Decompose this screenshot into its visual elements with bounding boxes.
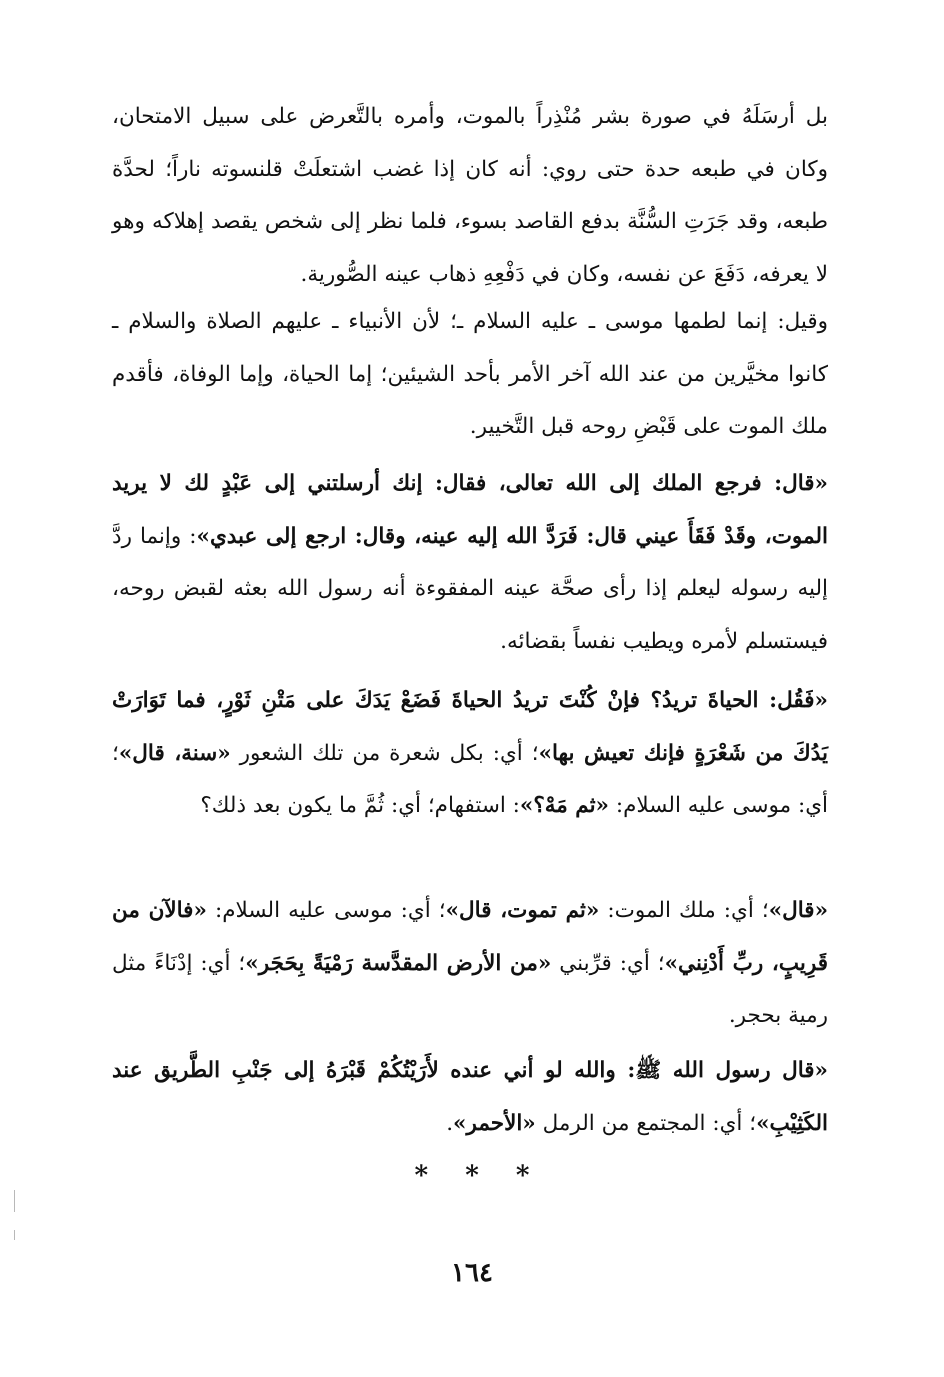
paragraph-text [112, 458, 828, 668]
commentary-text: ؛ أي: المجتمع من الرمل [535, 1110, 757, 1136]
hadith-quote: «الأحمر» [453, 1110, 536, 1136]
paragraph-1 [112, 91, 828, 301]
paragraph-6 [112, 1045, 828, 1150]
hadith-quote: «قال: فرجع الملك إلى الله تعالى، فقال: إنك أرسلتني إلى عَبْدٍ لك لا يريد الموت، وقَدْ فَقَأَ عيني قال: فَرَدَّ الله إليه عينه، وقال: ارجع إلى عبدي» [112, 471, 828, 549]
paragraph-text: وقيل: إنما لطمها موسى ـ عليه السلام ـ؛ لأن الأنبياء ـ عليهم الصلاة والسلام ـ كانوا مخيَّرين من عند الله آخر الأمر بأحد الشيئين؛ إما الحياة، وإما الوفاة، فأقدم ملك الموت على قَبْضِ روحه قبل التَّخيير. [112, 309, 828, 439]
page-number: ١٦٤ [451, 1258, 493, 1288]
paragraph-text [112, 885, 828, 1043]
scan-edge-mark [14, 1230, 15, 1240]
hadith-quote: «قال رسول الله ﷺ: والله لو أني عنده لأَرَيْتُكُمْ قَبْرَهُ إلى جَنْبِ الطَّريق عند الكَثِيْبِ» [112, 1058, 828, 1136]
hadith-quote: «ثم تموت، قال» [445, 898, 600, 923]
commentary-text: ؛ أي: قرِّبني [551, 950, 665, 976]
paragraph-3 [112, 458, 828, 668]
commentary-text: ؛ أي: بكل شعرة من تلك الشعور [230, 740, 539, 766]
commentary-text: . [446, 1110, 454, 1136]
paragraph-text [112, 1045, 828, 1150]
paragraph-text: بل أرسَلَهُ في صورة بشر مُنْذِراً بالموت، وأمره بالتَّعرض على سبيل الامتحان، وكان في طبعه حدة حتى روي: أنه كان إذا غضب اشتعلَتْ قلنسوته ناراً؛ لحدَّة طبعه، وقد جَرَتِ السُّنَّة بدفع القاصد بسوء، فلما نظر إلى شخص يقصد إهلاكه وهو لا يعرفه، دَفَعَ عن نفسه، وكان في دَفْعِهِ ذهاب عينه الصُّورية. [112, 104, 828, 287]
hadith-quote: «سنة، قال» [118, 740, 231, 766]
hadith-quote: «ثم مَهْ؟» [519, 793, 609, 818]
commentary-text: ؛ أي: ملك الموت: [599, 898, 769, 923]
commentary-text: : وإنما ردَّ إليه رسوله ليعلم إذا رأى صحَّة عينه المفقوءة أنه رسول الله بعثه لقبض روحه، فيستسلم لأمره ويطيب نفساً بقضائه. [112, 523, 828, 654]
paragraph-text [112, 675, 828, 833]
hadith-quote: «فَقُل: الحياةَ تريدُ؟ فإنْ كُنْتَ تريدُ الحياةَ فَضَعْ يَدَكَ على مَتْنِ ثَوْرٍ، فما تَوَارَتْ يَدُكَ من شَعْرَةٍ فإنك تعيش بها» [112, 688, 828, 766]
paragraph-5 [112, 885, 828, 1043]
commentary-text: ؛ أي: موسى عليه السلام: [206, 898, 446, 923]
commentary-text: : استفهام؛ أي: ثُمَّ ما يكون بعد ذلك؟ [200, 793, 520, 818]
hadith-quote: «من الأرض المقدَّسة رَمْيَةً بِحَجَر» [245, 950, 552, 976]
hadith-quote: «فالآن من قَرِيبٍ، ربِّ أَدْنِني» [112, 898, 828, 976]
commentary-text: ؛ أي: موسى عليه السلام: [112, 740, 828, 818]
hadith-quote: «قال» [768, 898, 829, 923]
section-separator: * * * [414, 1161, 544, 1191]
paragraph-2 [112, 296, 828, 454]
commentary-text: ؛ أي: إدْنَاءً مثل رمية بحجر. [112, 950, 828, 1028]
paragraph-4 [112, 675, 828, 833]
scan-edge-mark [14, 1190, 15, 1212]
